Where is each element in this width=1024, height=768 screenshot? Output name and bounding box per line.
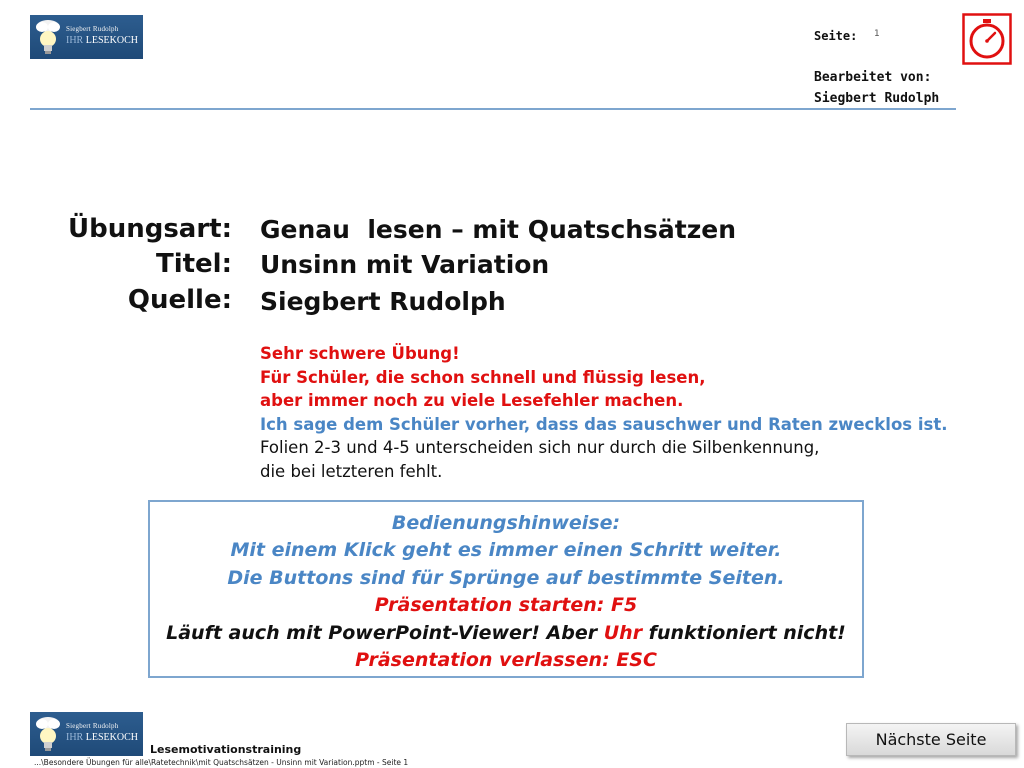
instructions-heading: Bedienungshinweise: [391,512,621,534]
page-label: Seite: [814,29,858,43]
instructions-line: Präsentation starten: F5 [374,594,638,617]
lesekoch-logo [30,15,143,59]
logo-brand: IHR LESEKOCH [66,732,138,743]
edited-by-label: Bearbeitet von: [814,70,932,85]
logo-name: Siegbert Rudolph [66,722,119,730]
description-line: Sehr schwere Übung! [260,344,460,363]
exercise-description [260,342,947,484]
stopwatch-icon[interactable] [962,13,1012,65]
logo-name: Siegbert Rudolph [66,25,119,33]
instructions-line: Die Buttons sind für Sprünge auf bestimmte Seiten. [227,566,785,589]
lightbulb-chef-icon [33,715,63,753]
next-page-button[interactable]: Nächste Seite [846,723,1016,756]
instructions-box [148,500,864,678]
logo-brand: IHR LESEKOCH [66,35,138,46]
footer-file-path: ...\Besondere Übungen für alle\Ratetechnik\mit Quatschsätzen - Unsinn mit Variation.pptm - Seite 1 [34,758,409,767]
description-line: Folien 2-3 und 4-5 unterscheiden sich nur durch die Silbenkennung, [260,438,820,458]
footer-logo [30,712,143,756]
edited-by [814,67,939,109]
description-line: Ich sage dem Schüler vorher, dass das sauschwer und Raten zwecklos ist. [260,414,948,434]
header-divider [30,108,956,110]
source-value: Siegbert Rudolph [260,287,506,316]
footer-title: Lesemotivationstraining [150,743,302,756]
edited-by-name: Siegbert Rudolph [814,91,940,106]
instructions-line: Läuft auch mit PowerPoint-Viewer! Aber Uhr funktioniert nicht! [166,621,846,644]
title-value: Unsinn mit Variation [260,250,550,279]
source-label: Quelle: [127,285,232,315]
description-line: aber immer noch zu viele Lesefehler machen. [260,391,684,411]
instructions-line: Mit einem Klick geht es immer einen Schritt weiter. [230,539,782,562]
exercise-type-value: Genau lesen – mit Quatschsätzen [260,215,737,244]
title-label: Titel: [155,249,232,279]
lightbulb-chef-icon [33,18,63,56]
description-line: Für Schüler, die schon schnell und flüssig lesen, [260,367,706,387]
page-number: 1 [874,29,880,39]
exercise-type-label: Übungsart: [67,214,232,244]
instructions-line: Präsentation verlassen: ESC [355,649,657,672]
description-line: die bei letzteren fehlt. [260,461,443,481]
